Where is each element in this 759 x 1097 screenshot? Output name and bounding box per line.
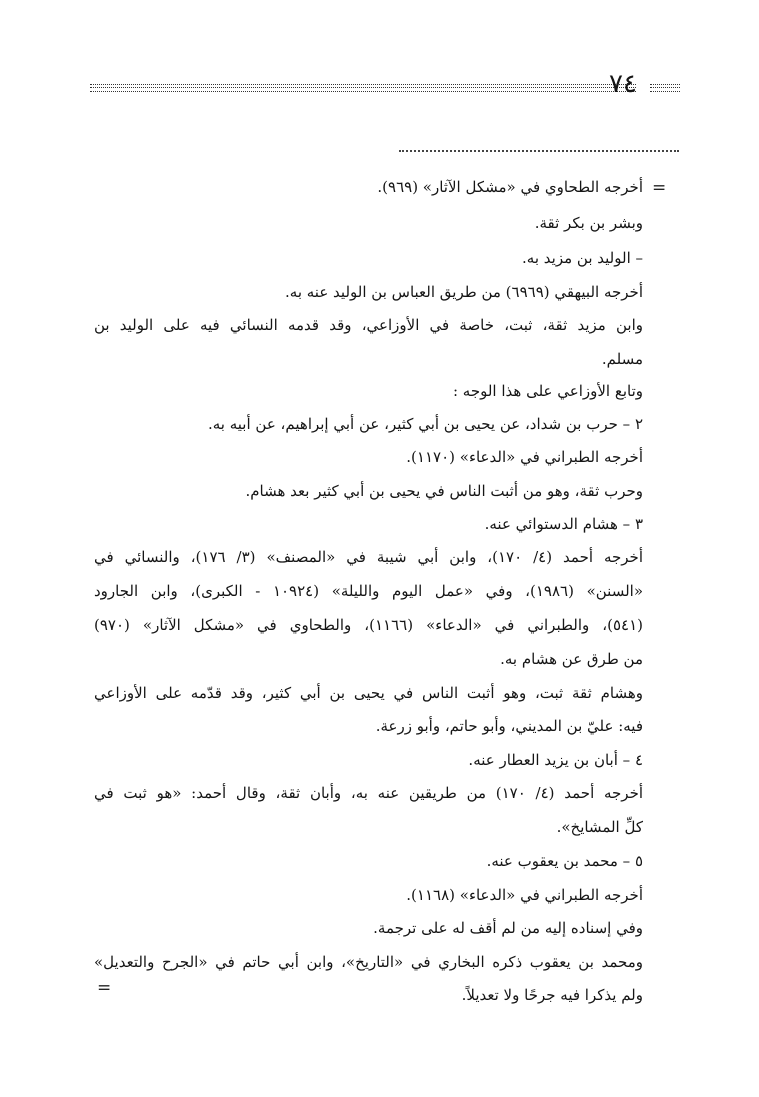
text-line: فيه: عليّ بن المديني، وأبو حاتم، وأبو زرعة. bbox=[375, 717, 643, 735]
text-line: وحرب ثقة، وهو من أثبت الناس في يحيى بن أبي كثير بعد هشام. bbox=[245, 482, 643, 500]
text-line: وهشام ثقة ثبت، وهو أثبت الناس في يحيى بن أبي كثير، وقد قدّمه على الأوزاعي bbox=[94, 684, 643, 702]
text-line: – الوليد بن مزيد به. bbox=[522, 249, 643, 267]
text-line: أخرجه الطبراني في «الدعاء» (١١٧٠). bbox=[406, 448, 643, 466]
text-line: ٥ – محمد بن يعقوب عنه. bbox=[486, 852, 643, 870]
text-line: كلِّ المشايخ». bbox=[556, 818, 643, 836]
page-number: ٧٤ bbox=[609, 69, 637, 99]
footnote-separator bbox=[399, 150, 679, 152]
text-line: أخرجه البيهقي (٦٩٦٩) من طريق العباس بن الوليد عنه به. bbox=[285, 283, 643, 301]
text-line: ٢ – حرب بن شداد، عن يحيى بن أبي كثير، عن أبي إبراهيم، عن أبيه به. bbox=[207, 415, 643, 433]
text-line: أخرجه أحمد (٤/ ١٧٠)، وابن أبي شيبة في «المصنف» (٣/ ١٧٦)، والنسائي في bbox=[94, 548, 643, 566]
text-line: ولم يذكرا فيه جرحًا ولا تعديلاً. bbox=[461, 986, 643, 1004]
text-line: وبشر بن بكر ثقة. bbox=[534, 214, 643, 232]
text-line: وابن مزيد ثقة، ثبت، خاصة في الأوزاعي، وقد قدمه النسائي فيه على الوليد بن bbox=[94, 316, 643, 334]
continuation-mark-bottom: = bbox=[97, 978, 112, 998]
text-line: أخرجه الطحاوي في «مشكل الآثار» (٩٦٩). bbox=[377, 178, 643, 196]
text-line: أخرجه أحمد (٤/ ١٧٠) من طريقين عنه به، وأبان ثقة، وقال أحمد: «هو ثبت في bbox=[94, 784, 644, 802]
text-line: ٣ – هشام الدستوائي عنه. bbox=[484, 515, 643, 533]
text-line: «السنن» (١٩٨٦)، وفي «عمل اليوم والليلة» (١٠٩٢٤ - الكبرى)، وابن الجارود bbox=[94, 582, 643, 600]
header-rule-left bbox=[90, 84, 636, 92]
text-line: ومحمد بن يعقوب ذكره البخاري في «التاريخ»، وابن أبي حاتم في «الجرح والتعديل» bbox=[94, 953, 643, 971]
text-line: مسلم. bbox=[601, 350, 643, 368]
header-rule-right bbox=[650, 84, 680, 92]
text-line: (٥٤١)، والطبراني في «الدعاء» (١١٦٦)، والطحاوي في «مشكل الآثار» (٩٧٠) bbox=[94, 616, 643, 634]
text-line: ٤ – أبان بن يزيد العطار عنه. bbox=[468, 751, 643, 769]
text-line: من طرق عن هشام به. bbox=[500, 650, 643, 668]
text-line: وفي إسناده إليه من لم أقف له على ترجمة. bbox=[373, 919, 643, 937]
text-line: وتابع الأوزاعي على هذا الوجه : bbox=[452, 382, 643, 400]
text-line: أخرجه الطبراني في «الدعاء» (١١٦٨). bbox=[406, 886, 643, 904]
continuation-mark-top: = bbox=[652, 178, 667, 198]
